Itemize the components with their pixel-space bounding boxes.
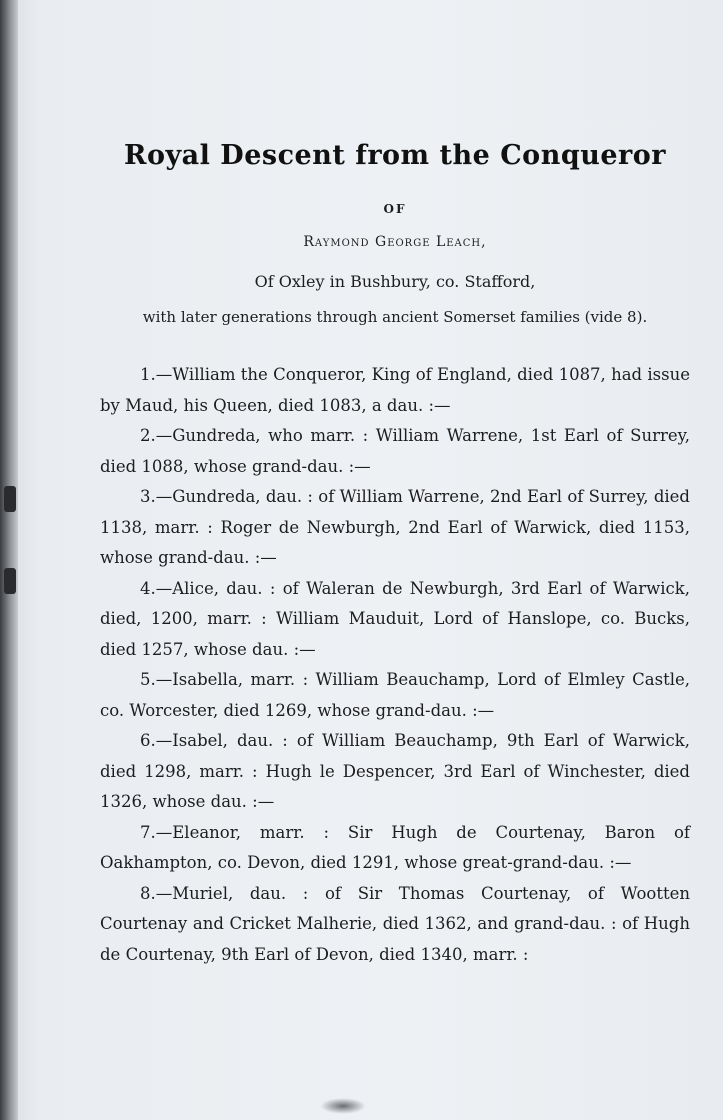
list-item: 6.—Isabel, dau. : of William Beauchamp, 9th Earl of Warwick, died 1298, marr. : Hugh le Despencer, 3rd Earl of Winchester, died 1326, whose dau. :— (100, 731, 690, 811)
document-title: Royal Descent from the Conqueror (124, 140, 666, 171)
descent-list (100, 360, 690, 970)
list-item: 2.—Gundreda, who marr. : William Warrene, 1st Earl of Surrey, died 1088, whose grand-dau. :— (100, 426, 690, 476)
of-line: OF (383, 202, 407, 216)
binding-stitch (4, 486, 16, 512)
list-item: 7.—Eleanor, marr. : Sir Hugh de Courtenay, Baron of Oakhampton, co. Devon, died 1291, whose great-grand-dau. :— (100, 822, 690, 872)
list-item: 3.—Gundreda, dau. : of William Warrene, 2nd Earl of Surrey, died 1138, marr. : Roger de Newburgh, 2nd Earl of Warwick, died 1153, whose grand-dau. :— (100, 487, 690, 567)
list-item: 5.—Isabella, marr. : William Beauchamp, Lord of Elmley Castle, co. Worcester, died 1269, whose grand-dau. :— (100, 670, 690, 720)
book-spine (0, 0, 18, 1120)
subtitle-line: with later generations through ancient Somerset families (vide 8). (142, 308, 648, 326)
list-item: 8.—Muriel, dau. : of Sir Thomas Courtenay, of Wootten Courtenay and Cricket Malherie, died 1362, and grand-dau. : of Hugh de Courtenay, 9th Earl of Devon, died 1340, marr. : (100, 883, 690, 964)
person-name: Raymond George Leach, (303, 234, 487, 250)
residence-line: Of Oxley in Bushbury, co. Stafford, (254, 272, 536, 291)
list-item: 4.—Alice, dau. : of Waleran de Newburgh, 3rd Earl of Warwick, died, 1200, marr. : William Mauduit, Lord of Hanslope, co. Bucks, died 1257, whose dau. :— (100, 578, 690, 659)
binding-stitch (4, 568, 16, 594)
ink-smudge (320, 1098, 366, 1114)
list-item: 1.—William the Conqueror, King of England, died 1087, had issue by Maud, his Queen, died 1083, a dau. :— (100, 365, 690, 415)
